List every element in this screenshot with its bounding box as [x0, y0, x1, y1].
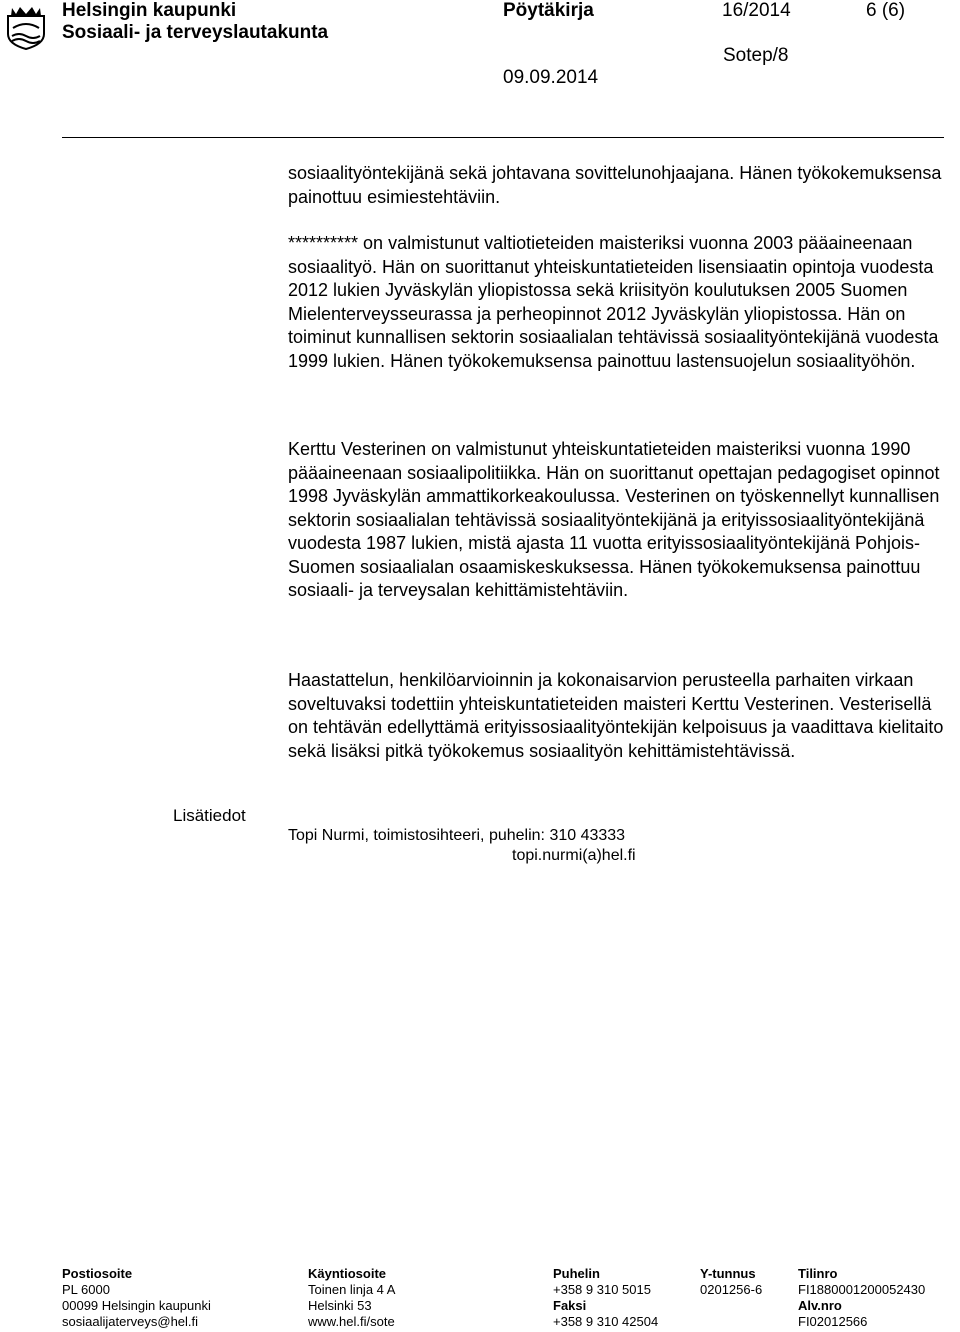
footer-visiting-website[interactable]: www.hel.fi/sote — [308, 1314, 395, 1329]
footer-phone — [553, 1266, 658, 1330]
footer-visiting-line1: Toinen linja 4 A — [308, 1282, 396, 1297]
paragraph-3 — [288, 438, 948, 603]
contact-person: Topi Nurmi, toimistosihteeri, puhelin: 310 43333 — [288, 827, 626, 844]
document-type: Pöytäkirja — [503, 0, 594, 21]
board-name: Sosiaali- ja terveyslautakunta — [62, 22, 329, 43]
paragraph-4 — [288, 669, 948, 763]
footer-visiting-heading: Käyntiosoite — [308, 1266, 387, 1281]
footer-business-id-value: 0201256-6 — [700, 1282, 763, 1297]
paragraph-2 — [288, 232, 948, 373]
paragraph-3-text: Kerttu Vesterinen on valmistunut yhteiskuntatieteiden maisteriksi vuonna 1990 pääaineenaan sosiaalipolitiikka. Hän on suorittanut opettajan pedagogiset opinnot 1998 Jyväskylän ammattikorkeakoulussa. Vesterinen on työskennellyt kunnallisen sektorin sosiaalialan tehtävissä sosiaalityöntekijänä ja erityissosiaalityöntekijänä vuodesta 1987 lukien, mistä ajasta 11 vuotta erityissosiaalityöntekijänä Pohjois-Suomen sosiaalialan osaamiskeskuksessa. Hänen työkokemuksensa painottuu sosiaali- ja terveysalan kehittämistehtäviin. — [288, 439, 940, 600]
footer-vat-heading: Alv.nro — [798, 1298, 842, 1313]
footer-account-heading: Tilinro — [798, 1266, 838, 1281]
document-number: 16/2014 — [722, 0, 791, 21]
footer-vat-number: FI02012566 — [798, 1314, 868, 1329]
footer-phone-number: +358 9 310 5015 — [553, 1282, 651, 1297]
section-code: Sotep/8 — [723, 45, 789, 66]
footer-postal-line1: PL 6000 — [62, 1282, 110, 1297]
organization-name: Helsingin kaupunki — [62, 0, 237, 21]
footer-postal-heading: Postiosoite — [62, 1266, 133, 1281]
footer-business-id — [700, 1266, 762, 1298]
footer-visiting-line2: Helsinki 53 — [308, 1298, 372, 1313]
footer-phone-heading: Puhelin — [553, 1266, 600, 1281]
contact-email: topi.nurmi(a)hel.fi — [512, 847, 636, 864]
paragraph-4-text: Haastattelun, henkilöarvioinnin ja kokonaisarvion perusteella parhaiten virkaan soveltuvaksi todettiin yhteiskuntatieteiden maisteri Kerttu Vesterinen. Vesterisellä on tehtävän edellyttämä erityissosiaalityöntekijän kelpoisuus ja vaadittava kielitaito sekä lisäksi pitkä työkokemus sosiaalityön kehittämistehtävissä. — [288, 670, 944, 761]
footer-account — [798, 1266, 925, 1330]
contact-block — [288, 826, 636, 866]
footer-account-number: FI1880001200052430 — [798, 1282, 926, 1297]
meeting-date: 09.09.2014 — [503, 67, 599, 88]
footer-business-id-heading: Y-tunnus — [700, 1266, 756, 1281]
paragraph-1-text: sosiaalityöntekijänä sekä johtavana sovittelunohjaajana. Hänen työkokemuksensa painottuu esimiestehtäviin. — [288, 163, 942, 207]
page-number: 6 (6) — [866, 0, 906, 21]
footer-visiting — [308, 1266, 395, 1330]
paragraph-1 — [288, 162, 948, 209]
footer-postal-line2: 00099 Helsingin kaupunki — [62, 1298, 211, 1313]
footer-fax-number: +358 9 310 42504 — [553, 1314, 659, 1329]
paragraph-2-text: ********** on valmistunut valtiotieteiden maisteriksi vuonna 2003 pääaineenaan sosiaalityö. Hän on suorittanut yhteiskuntatieteiden lisensiaatin opintoja vuodesta 2012 lukien Jyväskylän yliopistossa sekä kriisityön koulutuksen 2005 Suomen Mielenterveysseurassa ja perheopinnot 2012 Jyväskylän yliopistossa. Hän on toiminut kunnallisen sektorin sosiaalialan tehtävissä sosiaalityöntekijänä vuodesta 1999 lukien. Hänen työkokemuksensa painottuu lastensuojelun sosiaalityöhön. — [288, 233, 939, 371]
header-divider — [62, 137, 944, 138]
footer-postal — [62, 1266, 211, 1330]
helsinki-crest-logo — [4, 4, 48, 50]
additional-info-label: Lisätiedot — [173, 806, 246, 825]
footer-fax-heading: Faksi — [553, 1298, 587, 1313]
footer-postal-email[interactable]: sosiaalijaterveys@hel.fi — [62, 1314, 199, 1329]
